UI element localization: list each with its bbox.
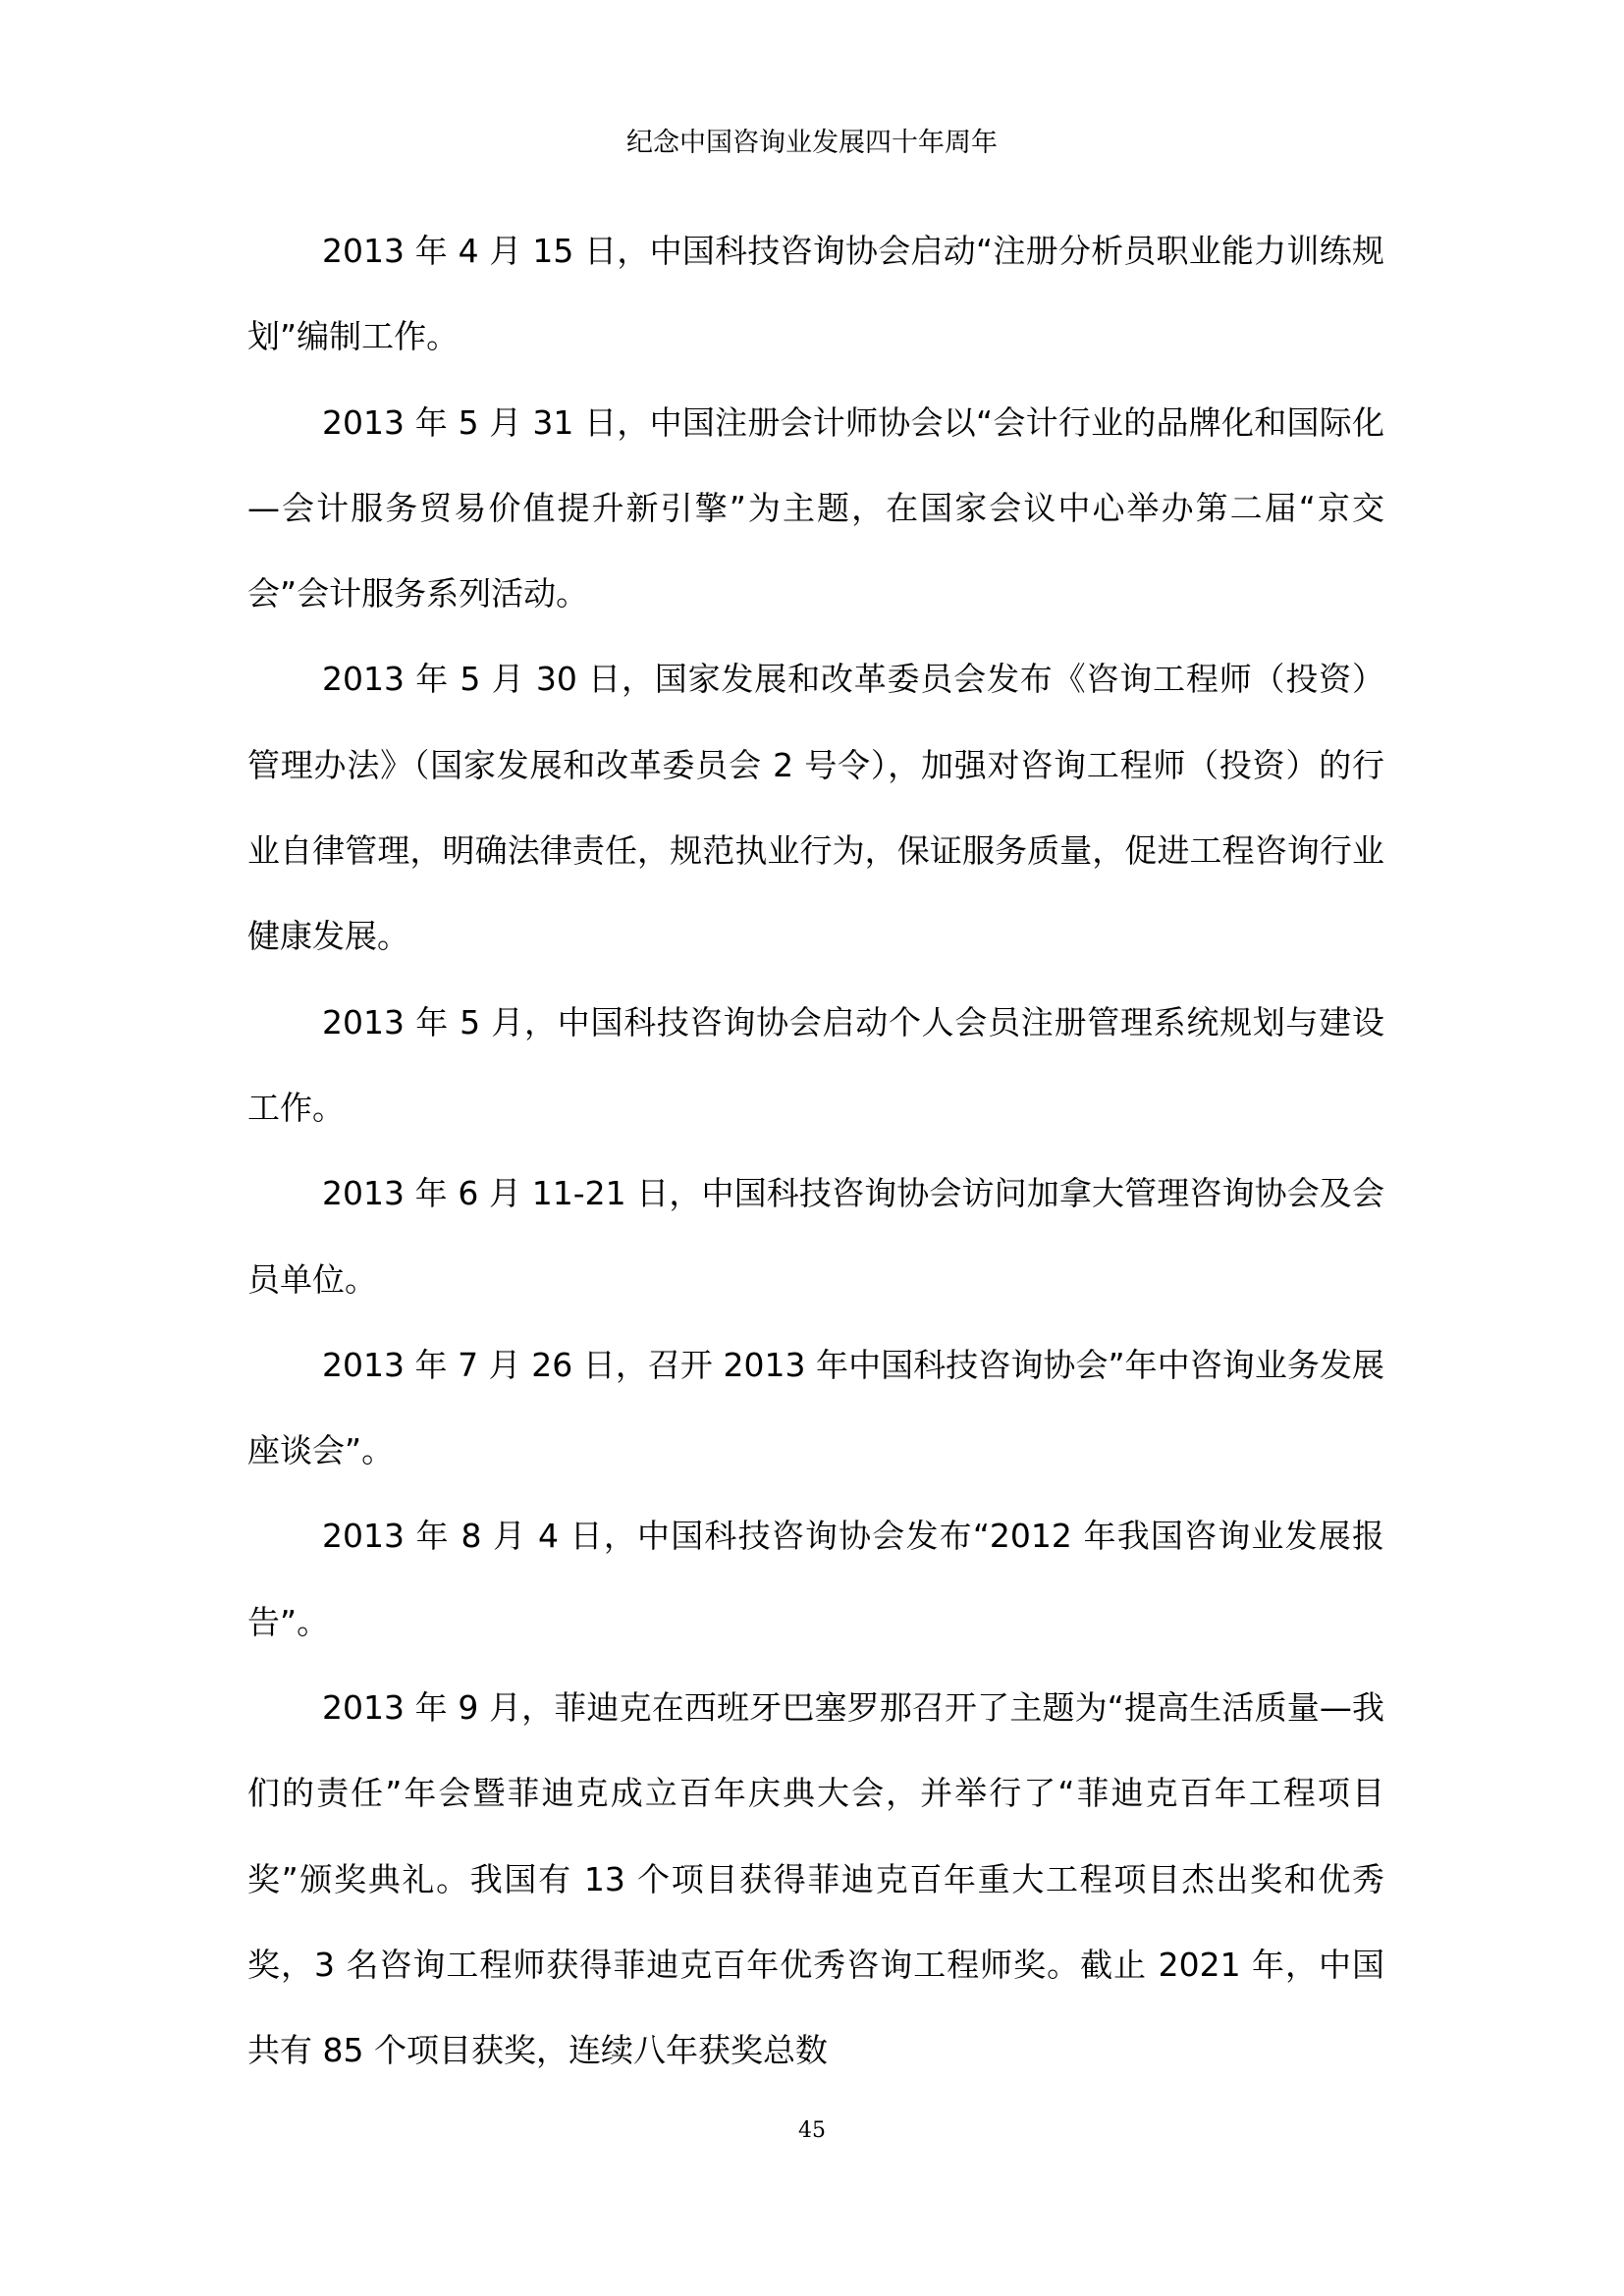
paragraph: 2013 年 6 月 11-21 日，中国科技咨询协会访问加拿大管理咨询协会及会员单位。 [247,1174,1384,1299]
running-header: 纪念中国咨询业发展四十年周年 [626,128,998,158]
paragraph: 2013 年 5 月 31 日，中国注册会计师协会以“会计行业的品牌化和国际化—会计服务贸易价值提升新引擎”为主题，在国家会议中心举办第二届“京交会”会计服务系列活动。 [247,402,1384,614]
paragraph: 2013 年 9 月，菲迪克在西班牙巴塞罗那召开了主题为“提高生活质量—我们的责任”年会暨菲迪克成立百年庆典大会，并举行了“菲迪克百年工程项目奖”颁奖典礼。我国有 13 个项目获得菲迪克百年重大工程项目杰出奖和优秀奖，3 名咨询工程师获得菲迪克百年优秀咨询工程师奖。截止 2021 年，中国共有 85 个项目获奖，连续八年获奖总数 [247,1688,1384,2070]
paragraph: 2013 年 5 月 30 日，国家发展和改革委员会发布《咨询工程师（投资）管理办法》（国家发展和改革委员会 2 号令），加强对咨询工程师（投资）的行业自律管理，明确法律责任，规范执业行为，保证服务质量，促进工程咨询行业健康发展。 [247,660,1384,956]
paragraph: 2013 年 4 月 15 日，中国科技咨询协会启动“注册分析员职业能力训练规划”编制工作。 [247,232,1384,356]
body-text [247,208,1384,2094]
paragraph: 2013 年 5 月，中国科技咨询协会启动个人会员注册管理系统规划与建设工作。 [247,1002,1384,1127]
paragraph: 2013 年 8 月 4 日，中国科技咨询协会发布“2012 年我国咨询业发展报告”。 [247,1517,1384,1641]
page-number: 45 [798,2118,826,2143]
paragraph: 2013 年 7 月 26 日，召开 2013 年中国科技咨询协会”年中咨询业务发展座谈会”。 [247,1345,1384,1470]
